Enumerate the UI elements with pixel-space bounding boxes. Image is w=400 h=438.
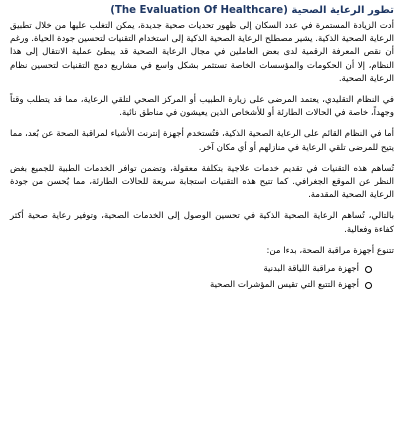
- title-arabic: تطور الرعاية الصحية: [291, 5, 394, 16]
- circle-bullet-icon: [365, 282, 372, 289]
- list-item-label: أجهزة التتبع التي تقيس المؤشرات الصحية: [209, 280, 359, 291]
- device-list: [10, 262, 394, 292]
- list-item-label: أجهزة مراقبة اللياقة البدنية: [263, 264, 359, 275]
- paragraph-intro: أدت الزيادة المستمرة في عدد السكان إلى ظهور تحديات صحية جديدة، يمكن التغلب عليها من خلال تطبيق الرعاية الصحية الذكية. يشير مصطلح الرعاية الصحية الذكية إلى استخدام التقنيات لتحسين جودة الحياة. ورغم أن نقص المعرفة الرقمية لدى بعض العاملين في مجال الرعاية الصحية قد يبطئ عملية الانتقال إلى هذا النظام، إلا أن الحكومات والمؤسسات الخاصة تستثمر بشكل واسع في مشاريع دمج التقنيات لتحسين نظام الرعاية الصحية.: [10, 21, 394, 84]
- list-item: [10, 262, 372, 276]
- paragraph-benefits: تُساهم هذه التقنيات في تقديم خدمات علاجية بتكلفة معقولة، وتضمن توافر الخدمات الطبية للجميع بغض النظر عن الموقع الجغرافي. كما تتيح هذه التقنيات استجابة سريعة للحالات الطارئة، مما يُحسن من جودة الرعاية الصحية المقدمة.: [10, 163, 394, 201]
- paragraph-smart-system: أما في النظام القائم على الرعاية الصحية الذكية، فتُستخدم أجهزة إنترنت الأشياء لمراقبة الصحة عن بُعد، مما يتيح للمرضى تلقي الرعاية في منازلهم أو أي مكان آخر.: [10, 129, 394, 153]
- list-item: [10, 278, 372, 292]
- circle-bullet-icon: [365, 266, 372, 273]
- title-english: (The Evaluation Of Healthcare): [110, 5, 288, 16]
- document-title: [10, 4, 394, 18]
- paragraph-traditional-system: في النظام التقليدي، يعتمد المرضى على زيارة الطبيب أو المركز الصحي لتلقي الرعاية، مما قد يتطلب وقتاً وجهداً، خاصة في الحالات الطارئة أو للأشخاص الذين يعيشون في مناطق نائية.: [10, 95, 394, 119]
- list-intro: تتنوع أجهزة مراقبة الصحة، بدءا من:: [266, 245, 394, 256]
- paragraph-conclusion: بالتالي، تُساهم الرعاية الصحية الذكية في تحسين الوصول إلى الخدمات الصحية، وتوفير رعاية صحية أكثر كفاءة وفعالية.: [10, 211, 394, 235]
